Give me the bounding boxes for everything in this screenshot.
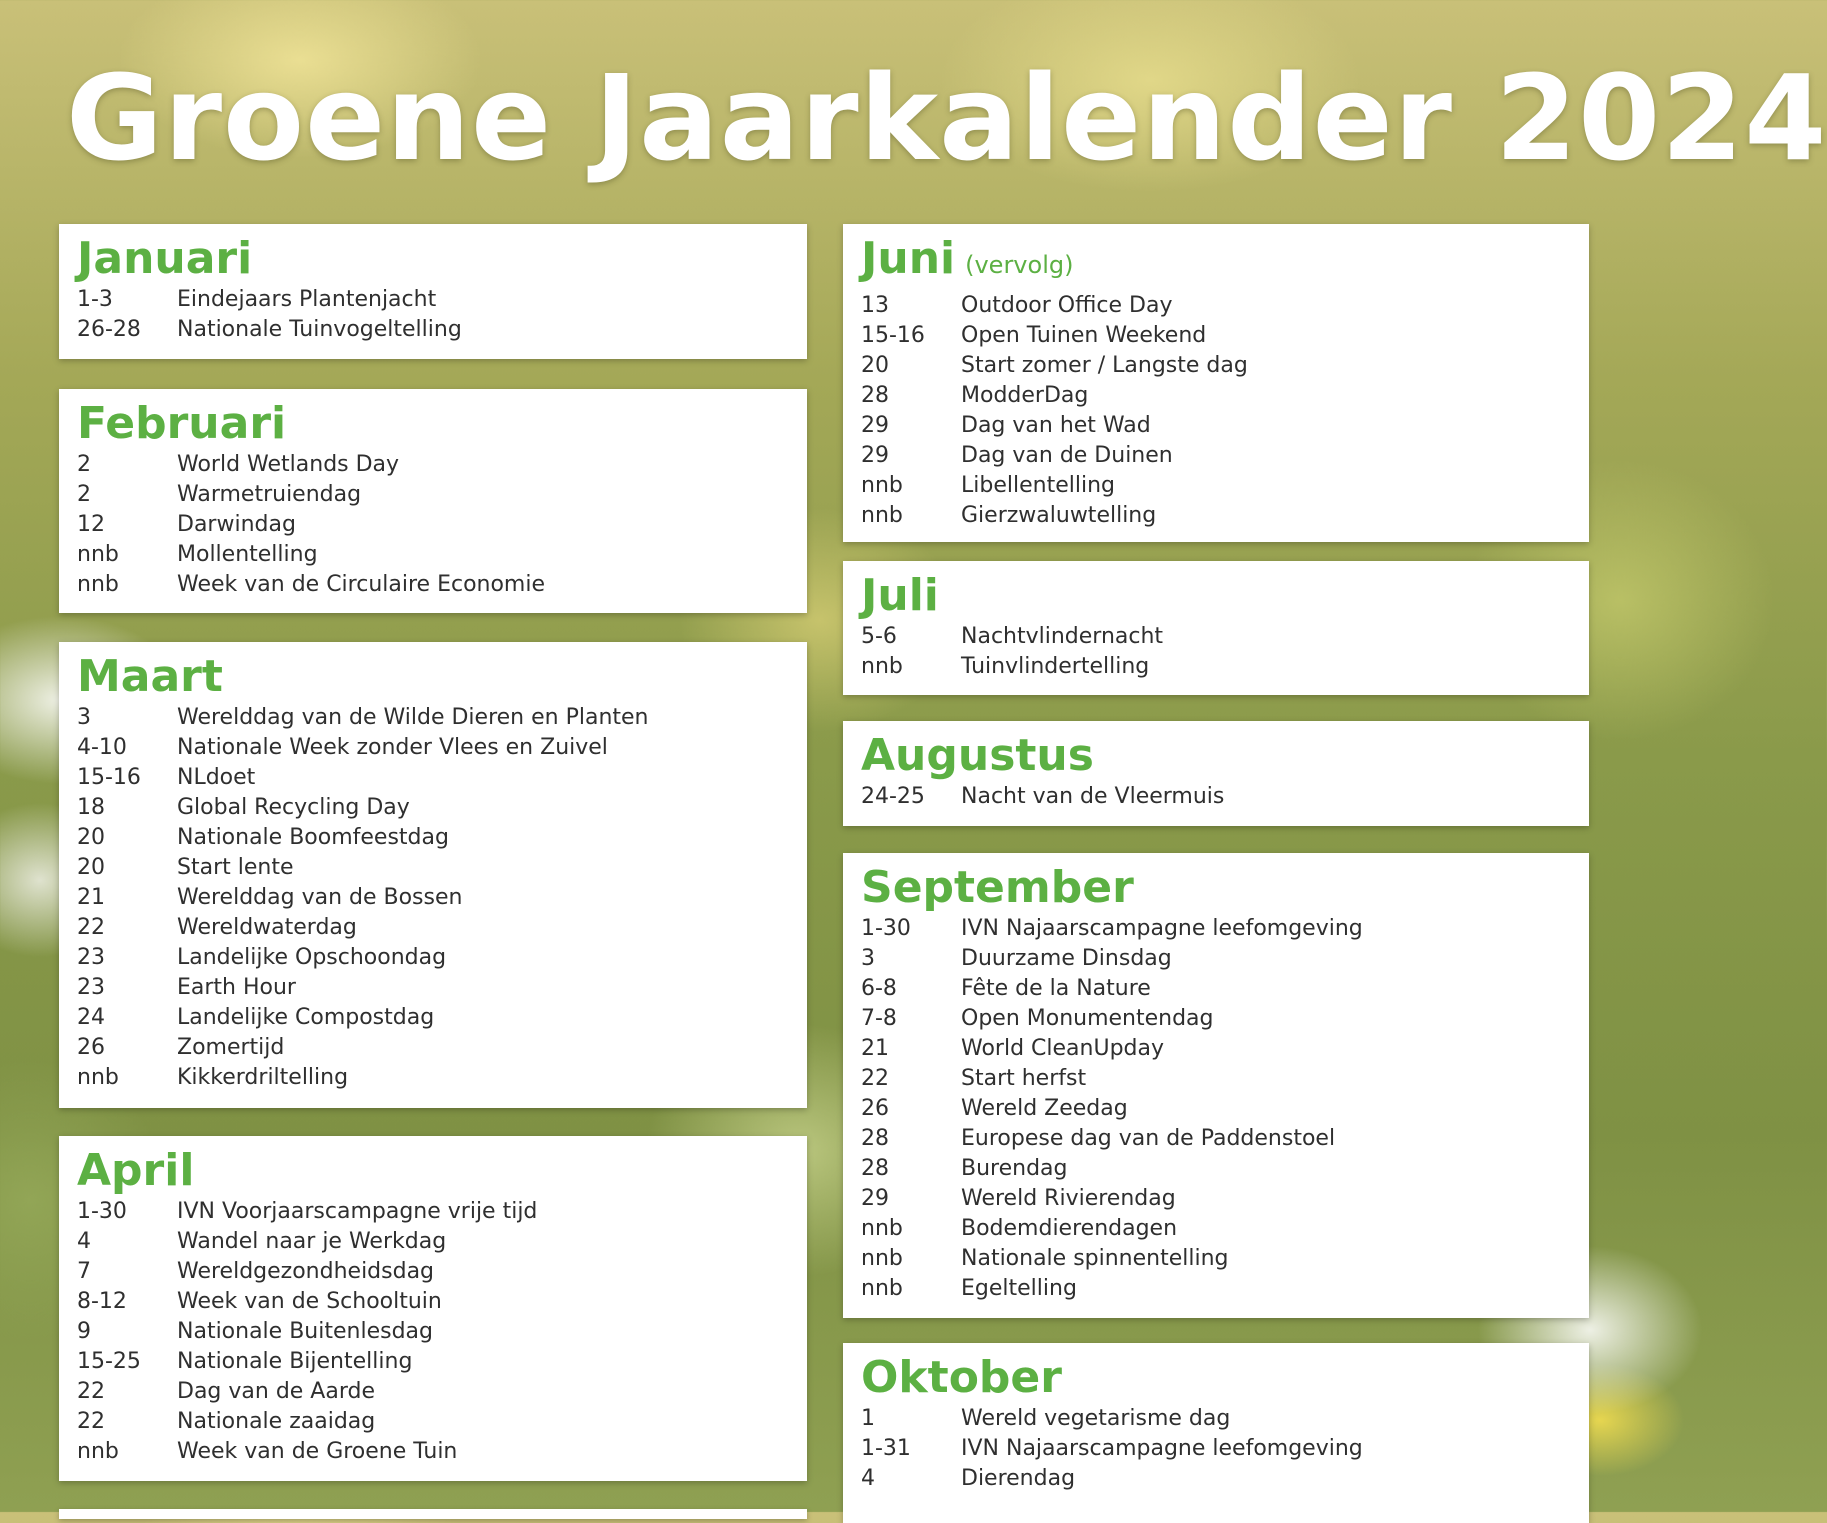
month-card-januari bbox=[59, 224, 807, 359]
event-date: 9 bbox=[77, 1318, 91, 1344]
month-heading bbox=[77, 1146, 789, 1196]
event-date: 7 bbox=[77, 1258, 91, 1284]
event-title: Wereldgezondheidsdag bbox=[177, 1258, 435, 1284]
month-heading bbox=[77, 399, 789, 449]
event-row bbox=[861, 350, 1571, 380]
event-row bbox=[77, 1256, 789, 1286]
event-date: nnb bbox=[861, 1245, 903, 1271]
event-row bbox=[861, 1403, 1571, 1433]
month-card-februari bbox=[59, 389, 807, 613]
event-title: Wereld Rivierendag bbox=[961, 1185, 1176, 1211]
month-name: Augustus bbox=[861, 730, 1094, 781]
event-row bbox=[861, 651, 1571, 681]
month-card-april bbox=[59, 1136, 807, 1481]
event-title: World CleanUpday bbox=[961, 1035, 1165, 1061]
event-title: Dierendag bbox=[961, 1465, 1076, 1491]
event-row bbox=[77, 822, 789, 852]
event-date: 15-16 bbox=[861, 322, 925, 348]
event-date: 21 bbox=[861, 1035, 889, 1061]
event-title: Nationale Bijentelling bbox=[177, 1348, 413, 1374]
event-row bbox=[77, 1196, 789, 1226]
event-title: Kikkerdriltelling bbox=[177, 1064, 349, 1090]
event-row bbox=[77, 1376, 789, 1406]
event-row bbox=[77, 569, 789, 599]
event-row bbox=[77, 284, 789, 314]
event-title: Wereld Zeedag bbox=[961, 1095, 1128, 1121]
event-title: Zomertijd bbox=[177, 1034, 285, 1060]
event-date: 26 bbox=[861, 1095, 889, 1121]
event-date: 22 bbox=[77, 1378, 105, 1404]
month-card-next-partial bbox=[59, 1509, 807, 1519]
month-name: September bbox=[861, 862, 1134, 913]
event-title: Nationale zaaidag bbox=[177, 1408, 376, 1434]
event-date: 4 bbox=[77, 1228, 91, 1254]
event-title: Dag van de Aarde bbox=[177, 1378, 375, 1404]
event-date: 23 bbox=[77, 944, 105, 970]
event-row bbox=[861, 1063, 1571, 1093]
event-date: 18 bbox=[77, 794, 105, 820]
event-row bbox=[861, 781, 1571, 811]
event-date: nnb bbox=[77, 1438, 119, 1464]
event-title: Bodemdierendagen bbox=[961, 1215, 1178, 1241]
event-title: IVN Najaarscampagne leefomgeving bbox=[961, 915, 1363, 941]
event-row bbox=[77, 1406, 789, 1436]
event-title: Gierzwaluwtelling bbox=[961, 502, 1157, 528]
month-name: Maart bbox=[77, 651, 223, 702]
event-title: Open Monumentendag bbox=[961, 1005, 1214, 1031]
event-date: 12 bbox=[77, 511, 105, 537]
month-card-maart bbox=[59, 642, 807, 1108]
month-heading bbox=[861, 863, 1571, 913]
event-title: Nationale Boomfeestdag bbox=[177, 824, 449, 850]
month-heading bbox=[861, 571, 1571, 621]
event-row bbox=[861, 1273, 1571, 1303]
event-row bbox=[77, 732, 789, 762]
event-title: Start herfst bbox=[961, 1065, 1087, 1091]
event-row bbox=[861, 1243, 1571, 1273]
event-title: Week van de Groene Tuin bbox=[177, 1438, 458, 1464]
event-list bbox=[77, 449, 789, 599]
event-date: 28 bbox=[861, 382, 889, 408]
event-title: Fête de la Nature bbox=[961, 975, 1151, 1001]
event-row bbox=[77, 1062, 789, 1092]
month-name: Januari bbox=[77, 233, 253, 284]
event-date: 26-28 bbox=[77, 316, 141, 342]
event-row bbox=[77, 762, 789, 792]
event-row bbox=[77, 1436, 789, 1466]
event-date: nnb bbox=[861, 1215, 903, 1241]
event-date: 24-25 bbox=[861, 783, 925, 809]
event-date: 20 bbox=[861, 352, 889, 378]
event-row bbox=[77, 912, 789, 942]
event-title: Wereldwaterdag bbox=[177, 914, 357, 940]
event-title: Week van de Schooltuin bbox=[177, 1288, 442, 1314]
event-row bbox=[861, 440, 1571, 470]
event-title: World Wetlands Day bbox=[177, 451, 400, 477]
event-title: Europese dag van de Paddenstoel bbox=[961, 1125, 1336, 1151]
event-date: nnb bbox=[861, 502, 903, 528]
event-row bbox=[861, 470, 1571, 500]
event-row bbox=[77, 1226, 789, 1256]
event-date: nnb bbox=[77, 1064, 119, 1090]
event-date: nnb bbox=[861, 1275, 903, 1301]
event-title: Open Tuinen Weekend bbox=[961, 322, 1207, 348]
event-row bbox=[861, 621, 1571, 651]
event-title: Darwindag bbox=[177, 511, 296, 537]
event-date: 4 bbox=[861, 1465, 875, 1491]
event-title: Landelijke Opschoondag bbox=[177, 944, 447, 970]
event-date: 29 bbox=[861, 412, 889, 438]
event-date: nnb bbox=[77, 541, 119, 567]
event-title: Nacht van de Vleermuis bbox=[961, 783, 1225, 809]
event-title: Nationale Tuinvogeltelling bbox=[177, 316, 462, 342]
event-row bbox=[77, 539, 789, 569]
event-row bbox=[861, 1123, 1571, 1153]
month-name: Juli bbox=[861, 570, 939, 621]
month-card-oktober bbox=[843, 1343, 1589, 1523]
event-row bbox=[861, 320, 1571, 350]
event-row bbox=[77, 1346, 789, 1376]
event-row bbox=[861, 1213, 1571, 1243]
event-date: 26 bbox=[77, 1034, 105, 1060]
month-subtitle: (vervolg) bbox=[965, 251, 1074, 279]
event-date: 2 bbox=[77, 481, 91, 507]
event-date: 24 bbox=[77, 1004, 105, 1030]
event-date: 4-10 bbox=[77, 734, 127, 760]
event-date: 22 bbox=[77, 1408, 105, 1434]
event-title: Nationale spinnentelling bbox=[961, 1245, 1229, 1271]
event-row bbox=[77, 852, 789, 882]
event-title: IVN Najaarscampagne leefomgeving bbox=[961, 1435, 1363, 1461]
event-title: Outdoor Office Day bbox=[961, 292, 1173, 318]
event-row bbox=[77, 509, 789, 539]
event-date: 28 bbox=[861, 1125, 889, 1151]
month-heading bbox=[861, 234, 1571, 290]
event-title: Egeltelling bbox=[961, 1275, 1077, 1301]
event-list bbox=[861, 781, 1571, 811]
event-row bbox=[77, 314, 789, 344]
month-name: Juni bbox=[861, 233, 956, 284]
event-date: 20 bbox=[77, 824, 105, 850]
event-date: 20 bbox=[77, 854, 105, 880]
event-list bbox=[77, 1196, 789, 1466]
event-date: 3 bbox=[77, 704, 91, 730]
event-row bbox=[861, 1003, 1571, 1033]
event-title: Libellentelling bbox=[961, 472, 1115, 498]
month-card-september bbox=[843, 853, 1589, 1318]
event-date: 23 bbox=[77, 974, 105, 1000]
event-title: Earth Hour bbox=[177, 974, 296, 1000]
page-title: Groene Jaarkalender 2024 bbox=[66, 49, 1827, 187]
event-date: 13 bbox=[861, 292, 889, 318]
event-list bbox=[861, 621, 1571, 681]
event-date: 29 bbox=[861, 442, 889, 468]
event-date: 29 bbox=[861, 1185, 889, 1211]
event-title: Dag van de Duinen bbox=[961, 442, 1173, 468]
event-row bbox=[861, 1463, 1571, 1493]
event-date: nnb bbox=[861, 653, 903, 679]
month-name: Februari bbox=[77, 398, 287, 449]
event-date: 2 bbox=[77, 451, 91, 477]
event-date: 1-3 bbox=[77, 286, 113, 312]
event-title: Mollentelling bbox=[177, 541, 318, 567]
event-date: nnb bbox=[861, 472, 903, 498]
event-date: 6-8 bbox=[861, 975, 897, 1001]
event-row bbox=[77, 1316, 789, 1346]
event-row bbox=[77, 449, 789, 479]
event-date: nnb bbox=[77, 571, 119, 597]
event-date: 7-8 bbox=[861, 1005, 897, 1031]
event-row bbox=[861, 943, 1571, 973]
event-list bbox=[861, 913, 1571, 1303]
event-title: IVN Voorjaarscampagne vrije tijd bbox=[177, 1198, 538, 1224]
month-card-augustus bbox=[843, 721, 1589, 826]
event-date: 1-30 bbox=[77, 1198, 127, 1224]
month-name: April bbox=[77, 1145, 195, 1196]
event-title: Wereld vegetarisme dag bbox=[961, 1405, 1231, 1431]
event-row bbox=[861, 380, 1571, 410]
event-row bbox=[77, 792, 789, 822]
event-title: Werelddag van de Wilde Dieren en Planten bbox=[177, 704, 649, 730]
event-date: 22 bbox=[77, 914, 105, 940]
event-title: Nationale Week zonder Vlees en Zuivel bbox=[177, 734, 608, 760]
event-title: Werelddag van de Bossen bbox=[177, 884, 463, 910]
month-heading bbox=[861, 731, 1571, 781]
event-row bbox=[861, 1153, 1571, 1183]
event-title: Landelijke Compostdag bbox=[177, 1004, 435, 1030]
event-row bbox=[861, 1433, 1571, 1463]
event-list bbox=[861, 290, 1571, 530]
event-title: Dag van het Wad bbox=[961, 412, 1151, 438]
event-row bbox=[77, 1032, 789, 1062]
event-row bbox=[77, 942, 789, 972]
event-row bbox=[861, 973, 1571, 1003]
event-date: 22 bbox=[861, 1065, 889, 1091]
event-row bbox=[861, 913, 1571, 943]
event-date: 8-12 bbox=[77, 1288, 127, 1314]
event-row bbox=[77, 1002, 789, 1032]
event-date: 15-16 bbox=[77, 764, 141, 790]
event-list bbox=[77, 284, 789, 344]
event-title: Burendag bbox=[961, 1155, 1068, 1181]
month-heading bbox=[77, 234, 789, 284]
event-date: 1-31 bbox=[861, 1435, 911, 1461]
event-row bbox=[861, 1093, 1571, 1123]
event-date: 21 bbox=[77, 884, 105, 910]
event-title: Warmetruiendag bbox=[177, 481, 362, 507]
event-title: Eindejaars Plantenjacht bbox=[177, 286, 437, 312]
event-title: NLdoet bbox=[177, 764, 256, 790]
event-title: Week van de Circulaire Economie bbox=[177, 571, 546, 597]
event-row bbox=[861, 500, 1571, 530]
month-heading bbox=[77, 652, 789, 702]
event-date: 1-30 bbox=[861, 915, 911, 941]
event-date: 3 bbox=[861, 945, 875, 971]
event-title: Start lente bbox=[177, 854, 294, 880]
event-row bbox=[861, 410, 1571, 440]
event-title: Global Recycling Day bbox=[177, 794, 410, 820]
month-card-juli bbox=[843, 561, 1589, 695]
event-row bbox=[77, 882, 789, 912]
month-heading bbox=[861, 1353, 1571, 1403]
event-title: ModderDag bbox=[961, 382, 1089, 408]
event-title: Nationale Buitenlesdag bbox=[177, 1318, 433, 1344]
event-date: 1 bbox=[861, 1405, 875, 1431]
event-date: 28 bbox=[861, 1155, 889, 1181]
event-row bbox=[77, 479, 789, 509]
event-date: 5-6 bbox=[861, 623, 897, 649]
event-title: Duurzame Dinsdag bbox=[961, 945, 1172, 971]
event-row bbox=[861, 1033, 1571, 1063]
event-list bbox=[77, 702, 789, 1092]
event-title: Wandel naar je Werkdag bbox=[177, 1228, 447, 1254]
event-title: Nachtvlindernacht bbox=[961, 623, 1164, 649]
event-title: Tuinvlindertelling bbox=[961, 653, 1150, 679]
event-row bbox=[861, 1183, 1571, 1213]
event-row bbox=[77, 702, 789, 732]
month-name: Oktober bbox=[861, 1352, 1062, 1403]
event-row bbox=[77, 972, 789, 1002]
event-list bbox=[861, 1403, 1571, 1493]
event-row bbox=[861, 290, 1571, 320]
event-row bbox=[77, 1286, 789, 1316]
month-card-juni bbox=[843, 224, 1589, 542]
event-title: Start zomer / Langste dag bbox=[961, 352, 1248, 378]
event-date: 15-25 bbox=[77, 1348, 141, 1374]
